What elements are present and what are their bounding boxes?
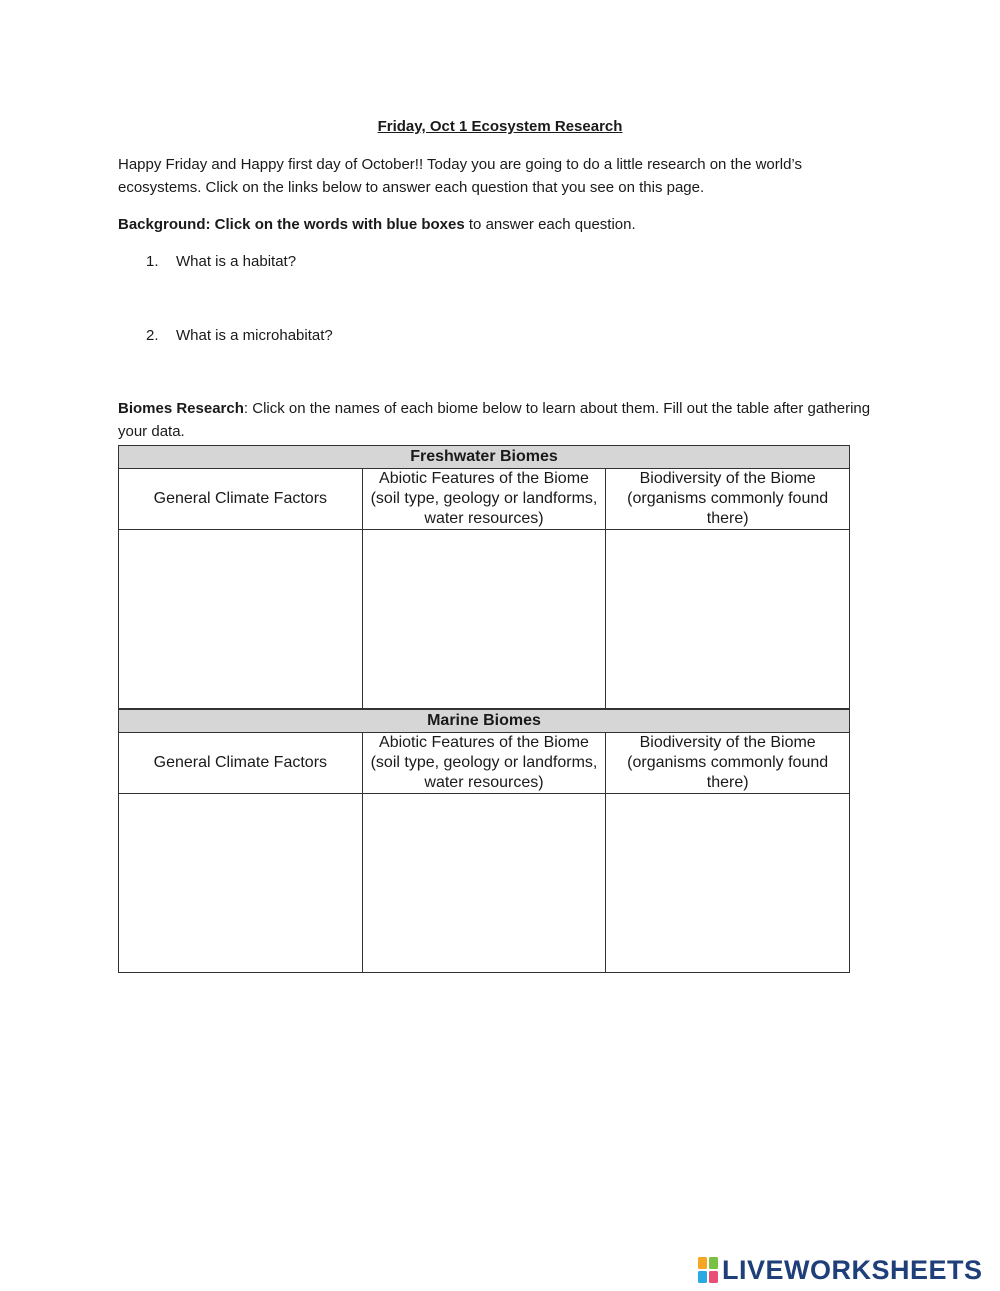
question-1	[146, 250, 296, 273]
column-header-abiotic: Abiotic Features of the Biome (soil type, geology or landforms, water resources)	[362, 469, 606, 530]
column-header-climate: General Climate Factors	[119, 469, 363, 530]
table-section-header: Marine Biomes	[119, 710, 850, 733]
question-number: 2.	[146, 327, 159, 344]
freshwater-biomes-table	[118, 445, 850, 709]
intro-paragraph: Happy Friday and Happy first day of October!! Today you are going to do a little research on the world’s ecosystems. Click on the links below to answer each question that you see on this page.	[118, 156, 802, 196]
biomes-research-bold-text: Biomes Research	[118, 400, 244, 417]
page-title: Friday, Oct 1 Ecosystem Research	[377, 118, 623, 135]
table-section-header: Freshwater Biomes	[119, 446, 850, 469]
question-2	[146, 324, 333, 347]
answer-cell-climate[interactable]	[119, 794, 363, 973]
biomes-research-instruction	[118, 397, 888, 443]
background-bold-text: Background: Click on the words with blue boxes	[118, 216, 465, 233]
biomes-research-rest-text: : Click on the names of each biome below to learn about them. Fill out the table after gathering your data.	[118, 400, 871, 440]
question-text: What is a microhabitat?	[176, 327, 333, 344]
answer-cell-abiotic[interactable]	[362, 530, 606, 709]
question-text: What is a habitat?	[176, 253, 297, 270]
marine-biomes-table	[118, 709, 850, 973]
answer-cell-biodiversity[interactable]	[606, 530, 850, 709]
answer-cell-abiotic[interactable]	[362, 794, 606, 973]
column-header-biodiversity: Biodiversity of the Biome (organisms commonly found there)	[606, 469, 850, 530]
column-header-climate: General Climate Factors	[119, 733, 363, 794]
background-instruction	[118, 213, 888, 236]
liveworksheets-logo-icon	[698, 1257, 718, 1283]
column-header-biodiversity: Biodiversity of the Biome (organisms commonly found there)	[606, 733, 850, 794]
answer-cell-biodiversity[interactable]	[606, 794, 850, 973]
background-rest-text: to answer each question.	[464, 216, 636, 233]
column-header-abiotic: Abiotic Features of the Biome (soil type, geology or landforms, water resources)	[362, 733, 606, 794]
liveworksheets-logo-text: LIVEWORKSHEETS	[722, 1255, 983, 1285]
liveworksheets-logo	[698, 1256, 983, 1284]
question-number: 1.	[146, 253, 159, 270]
answer-cell-climate[interactable]	[119, 530, 363, 709]
